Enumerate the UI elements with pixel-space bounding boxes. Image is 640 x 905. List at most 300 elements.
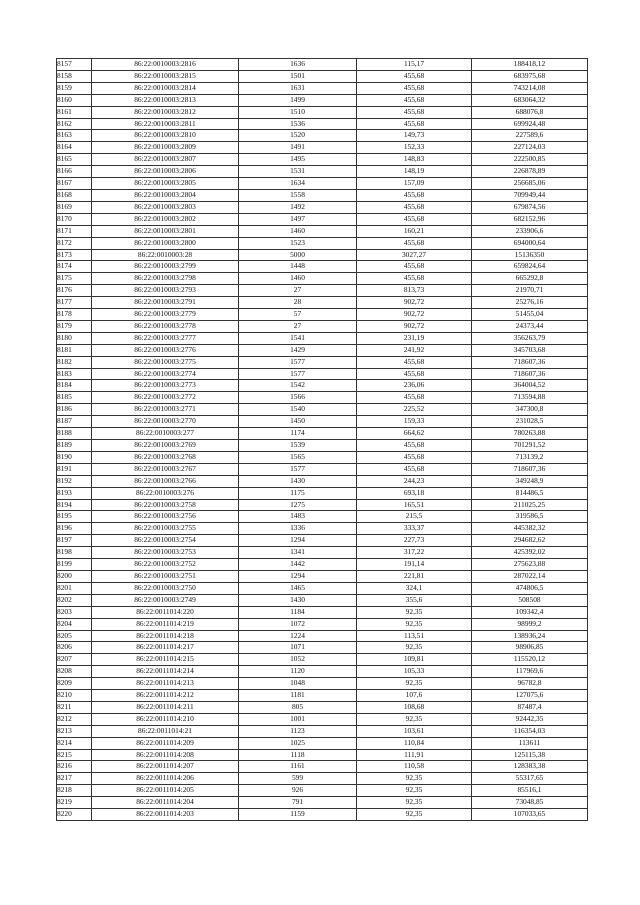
rate-cell: 107,6 <box>357 690 472 702</box>
cadastral-number-cell: 86:22:0011014:205 <box>92 785 239 797</box>
value-cell: 682152,96 <box>472 213 588 225</box>
rate-cell: 333,37 <box>357 523 472 535</box>
area-cell: 5000 <box>239 249 357 261</box>
rate-cell: 455,68 <box>357 82 472 94</box>
row-number-cell: 8173 <box>57 249 92 261</box>
value-cell: 275623,88 <box>472 559 588 571</box>
rate-cell: 355,6 <box>357 594 472 606</box>
row-number-cell: 8169 <box>57 201 92 213</box>
cadastral-number-cell: 86:22:0010003:2815 <box>92 70 239 82</box>
area-cell: 1430 <box>239 475 357 487</box>
area-cell: 1336 <box>239 523 357 535</box>
row-number-cell: 8191 <box>57 463 92 475</box>
value-cell: 713594,88 <box>472 392 588 404</box>
cadastral-number-cell: 86:22:0010003:2771 <box>92 404 239 416</box>
table-row <box>57 666 588 678</box>
row-number-cell: 8213 <box>57 725 92 737</box>
cadastral-number-cell: 86:22:0010003:2775 <box>92 356 239 368</box>
cadastral-number-cell: 86:22:0010003:2769 <box>92 440 239 452</box>
value-cell: 211025,25 <box>472 499 588 511</box>
row-number-cell: 8203 <box>57 606 92 618</box>
cadastral-number-cell: 86:22:0010003:2766 <box>92 475 239 487</box>
area-cell: 1048 <box>239 678 357 690</box>
area-cell: 1294 <box>239 535 357 547</box>
value-cell: 683975,68 <box>472 70 588 82</box>
table-row <box>57 582 588 594</box>
area-cell: 1123 <box>239 725 357 737</box>
rate-cell: 455,68 <box>357 237 472 249</box>
rate-cell: 231,19 <box>357 332 472 344</box>
rate-cell: 455,68 <box>357 440 472 452</box>
row-number-cell: 8163 <box>57 130 92 142</box>
table-row <box>57 749 588 761</box>
rate-cell: 455,68 <box>357 368 472 380</box>
cadastral-number-cell: 86:22:0011014:204 <box>92 797 239 809</box>
area-cell: 1636 <box>239 59 357 71</box>
area-cell: 1501 <box>239 70 357 82</box>
cadastral-number-cell: 86:22:0011014:208 <box>92 749 239 761</box>
rate-cell: 236,06 <box>357 380 472 392</box>
value-cell: 814486,5 <box>472 487 588 499</box>
value-cell: 115520,12 <box>472 654 588 666</box>
value-cell: 287022,14 <box>472 570 588 582</box>
area-cell: 1566 <box>239 392 357 404</box>
row-number-cell: 8193 <box>57 487 92 499</box>
area-cell: 1174 <box>239 428 357 440</box>
row-number-cell: 8186 <box>57 404 92 416</box>
row-number-cell: 8162 <box>57 118 92 130</box>
cadastral-number-cell: 86:22:0010003:2804 <box>92 189 239 201</box>
row-number-cell: 8197 <box>57 535 92 547</box>
cadastral-number-cell: 86:22:0010003:2807 <box>92 154 239 166</box>
area-cell: 1159 <box>239 809 357 821</box>
cadastral-value-table <box>56 58 588 821</box>
rate-cell: 455,68 <box>357 118 472 130</box>
value-cell: 319586,5 <box>472 511 588 523</box>
cadastral-number-cell: 86:22:0010003:2813 <box>92 94 239 106</box>
rate-cell: 149,73 <box>357 130 472 142</box>
table-row <box>57 70 588 82</box>
row-number-cell: 8164 <box>57 142 92 154</box>
rate-cell: 92,35 <box>357 809 472 821</box>
cadastral-number-cell: 86:22:0010003:2779 <box>92 309 239 321</box>
table-row <box>57 701 588 713</box>
value-cell: 718607,36 <box>472 463 588 475</box>
value-cell: 227124,03 <box>472 142 588 154</box>
area-cell: 1181 <box>239 690 357 702</box>
cadastral-number-cell: 86:22:0010003:2772 <box>92 392 239 404</box>
cadastral-number-cell: 86:22:0010003:2752 <box>92 559 239 571</box>
cadastral-number-cell: 86:22:0010003:2800 <box>92 237 239 249</box>
area-cell: 1510 <box>239 106 357 118</box>
area-cell: 1025 <box>239 737 357 749</box>
area-cell: 805 <box>239 701 357 713</box>
table-row <box>57 213 588 225</box>
cadastral-number-cell: 86:22:0010003:277 <box>92 428 239 440</box>
area-cell: 1634 <box>239 178 357 190</box>
rate-cell: 92,35 <box>357 713 472 725</box>
value-cell: 98906,85 <box>472 642 588 654</box>
rate-cell: 227,73 <box>357 535 472 547</box>
area-cell: 1275 <box>239 499 357 511</box>
table-row <box>57 547 588 559</box>
row-number-cell: 8161 <box>57 106 92 118</box>
row-number-cell: 8207 <box>57 654 92 666</box>
value-cell: 688076,8 <box>472 106 588 118</box>
rate-cell: 110,84 <box>357 737 472 749</box>
rate-cell: 455,68 <box>357 356 472 368</box>
row-number-cell: 8199 <box>57 559 92 571</box>
table-row <box>57 344 588 356</box>
cadastral-number-cell: 86:22:0010003:2774 <box>92 368 239 380</box>
cadastral-number-cell: 86:22:0010003:2799 <box>92 261 239 273</box>
table-row <box>57 94 588 106</box>
value-cell: 55317,65 <box>472 773 588 785</box>
area-cell: 1558 <box>239 189 357 201</box>
area-cell: 1448 <box>239 261 357 273</box>
row-number-cell: 8212 <box>57 713 92 725</box>
area-cell: 1483 <box>239 511 357 523</box>
rate-cell: 109,81 <box>357 654 472 666</box>
cadastral-number-cell: 86:22:0010003:2806 <box>92 166 239 178</box>
value-cell: 718607,36 <box>472 356 588 368</box>
row-number-cell: 8189 <box>57 440 92 452</box>
value-cell: 15136350 <box>472 249 588 261</box>
row-number-cell: 8194 <box>57 499 92 511</box>
cadastral-number-cell: 86:22:0011014:217 <box>92 642 239 654</box>
area-cell: 1542 <box>239 380 357 392</box>
rate-cell: 92,35 <box>357 618 472 630</box>
rate-cell: 244,23 <box>357 475 472 487</box>
rate-cell: 693,18 <box>357 487 472 499</box>
table-row <box>57 559 588 571</box>
value-cell: 98999,2 <box>472 618 588 630</box>
value-cell: 256685,06 <box>472 178 588 190</box>
table-row <box>57 142 588 154</box>
value-cell: 713139,2 <box>472 451 588 463</box>
row-number-cell: 8196 <box>57 523 92 535</box>
value-cell: 109342,4 <box>472 606 588 618</box>
value-cell: 188418,12 <box>472 59 588 71</box>
area-cell: 1495 <box>239 154 357 166</box>
cadastral-number-cell: 86:22:0010003:2816 <box>92 59 239 71</box>
row-number-cell: 8204 <box>57 618 92 630</box>
value-cell: 231028,5 <box>472 416 588 428</box>
area-cell: 1631 <box>239 82 357 94</box>
rate-cell: 902,72 <box>357 320 472 332</box>
area-cell: 1442 <box>239 559 357 571</box>
rate-cell: 902,72 <box>357 297 472 309</box>
area-cell: 28 <box>239 297 357 309</box>
rate-cell: 215,5 <box>357 511 472 523</box>
table-row <box>57 130 588 142</box>
rate-cell: 317,22 <box>357 547 472 559</box>
value-cell: 356263,79 <box>472 332 588 344</box>
cadastral-number-cell: 86:22:0010003:2812 <box>92 106 239 118</box>
row-number-cell: 8219 <box>57 797 92 809</box>
area-cell: 1161 <box>239 761 357 773</box>
row-number-cell: 8157 <box>57 59 92 71</box>
value-cell: 699924,48 <box>472 118 588 130</box>
row-number-cell: 8170 <box>57 213 92 225</box>
rate-cell: 105,33 <box>357 666 472 678</box>
area-cell: 1577 <box>239 368 357 380</box>
rate-cell: 664,62 <box>357 428 472 440</box>
area-cell: 1052 <box>239 654 357 666</box>
row-number-cell: 8214 <box>57 737 92 749</box>
value-cell: 659824,64 <box>472 261 588 273</box>
row-number-cell: 8185 <box>57 392 92 404</box>
cadastral-number-cell: 86:22:0011014:21 <box>92 725 239 737</box>
table-row <box>57 440 588 452</box>
table-row <box>57 118 588 130</box>
area-cell: 27 <box>239 320 357 332</box>
row-number-cell: 8158 <box>57 70 92 82</box>
rate-cell: 225,52 <box>357 404 472 416</box>
cadastral-number-cell: 86:22:0011014:214 <box>92 666 239 678</box>
cadastral-number-cell: 86:22:0011014:215 <box>92 654 239 666</box>
table-row <box>57 392 588 404</box>
row-number-cell: 8201 <box>57 582 92 594</box>
table-row <box>57 618 588 630</box>
table-row <box>57 535 588 547</box>
rate-cell: 3027,27 <box>357 249 472 261</box>
cadastral-number-cell: 86:22:0010003:2814 <box>92 82 239 94</box>
value-cell: 113611 <box>472 737 588 749</box>
table-row <box>57 737 588 749</box>
cadastral-number-cell: 86:22:0010003:2798 <box>92 273 239 285</box>
value-cell: 694000,64 <box>472 237 588 249</box>
table-row <box>57 237 588 249</box>
table-row <box>57 285 588 297</box>
cadastral-number-cell: 86:22:0010003:28 <box>92 249 239 261</box>
cadastral-number-cell: 86:22:0010003:276 <box>92 487 239 499</box>
row-number-cell: 8190 <box>57 451 92 463</box>
rate-cell: 455,68 <box>357 189 472 201</box>
value-cell: 87487,4 <box>472 701 588 713</box>
cadastral-number-cell: 86:22:0010003:2756 <box>92 511 239 523</box>
table-row <box>57 59 588 71</box>
table-row <box>57 320 588 332</box>
area-cell: 1001 <box>239 713 357 725</box>
row-number-cell: 8187 <box>57 416 92 428</box>
rate-cell: 455,68 <box>357 201 472 213</box>
rate-cell: 103,61 <box>357 725 472 737</box>
value-cell: 474806,5 <box>472 582 588 594</box>
area-cell: 57 <box>239 309 357 321</box>
table-row <box>57 463 588 475</box>
value-cell: 701291,52 <box>472 440 588 452</box>
area-cell: 1460 <box>239 273 357 285</box>
rate-cell: 191,14 <box>357 559 472 571</box>
area-cell: 1541 <box>239 332 357 344</box>
row-number-cell: 8198 <box>57 547 92 559</box>
row-number-cell: 8182 <box>57 356 92 368</box>
rate-cell: 148,19 <box>357 166 472 178</box>
area-cell: 926 <box>239 785 357 797</box>
table-row <box>57 761 588 773</box>
rate-cell: 159,33 <box>357 416 472 428</box>
rate-cell: 221,81 <box>357 570 472 582</box>
rate-cell: 157,09 <box>357 178 472 190</box>
row-number-cell: 8180 <box>57 332 92 344</box>
table-row <box>57 713 588 725</box>
area-cell: 27 <box>239 285 357 297</box>
row-number-cell: 8206 <box>57 642 92 654</box>
rate-cell: 110,58 <box>357 761 472 773</box>
value-cell: 127075,6 <box>472 690 588 702</box>
table-body <box>57 59 588 821</box>
table-row <box>57 178 588 190</box>
table-row <box>57 225 588 237</box>
cadastral-number-cell: 86:22:0011014:212 <box>92 690 239 702</box>
value-cell: 683064,32 <box>472 94 588 106</box>
value-cell: 347300,8 <box>472 404 588 416</box>
row-number-cell: 8195 <box>57 511 92 523</box>
cadastral-number-cell: 86:22:0010003:2811 <box>92 118 239 130</box>
area-cell: 1072 <box>239 618 357 630</box>
rate-cell: 455,68 <box>357 392 472 404</box>
area-cell: 1120 <box>239 666 357 678</box>
value-cell: 92442,35 <box>472 713 588 725</box>
rate-cell: 92,35 <box>357 642 472 654</box>
area-cell: 1224 <box>239 630 357 642</box>
cadastral-number-cell: 86:22:0011014:219 <box>92 618 239 630</box>
area-cell: 1491 <box>239 142 357 154</box>
cadastral-number-cell: 86:22:0010003:2773 <box>92 380 239 392</box>
table-row <box>57 106 588 118</box>
table-row <box>57 654 588 666</box>
table-row <box>57 309 588 321</box>
table-row <box>57 606 588 618</box>
rate-cell: 455,68 <box>357 70 472 82</box>
value-cell: 679874,56 <box>472 201 588 213</box>
rate-cell: 241,92 <box>357 344 472 356</box>
area-cell: 1175 <box>239 487 357 499</box>
value-cell: 125115,38 <box>472 749 588 761</box>
row-number-cell: 8220 <box>57 809 92 821</box>
cadastral-number-cell: 86:22:0010003:2793 <box>92 285 239 297</box>
table-row <box>57 380 588 392</box>
cadastral-number-cell: 86:22:0011014:211 <box>92 701 239 713</box>
table-row <box>57 630 588 642</box>
area-cell: 1531 <box>239 166 357 178</box>
area-cell: 1460 <box>239 225 357 237</box>
area-cell: 1118 <box>239 749 357 761</box>
area-cell: 1523 <box>239 237 357 249</box>
area-cell: 1071 <box>239 642 357 654</box>
row-number-cell: 8215 <box>57 749 92 761</box>
row-number-cell: 8218 <box>57 785 92 797</box>
cadastral-number-cell: 86:22:0010003:2777 <box>92 332 239 344</box>
row-number-cell: 8159 <box>57 82 92 94</box>
rate-cell: 324,1 <box>357 582 472 594</box>
rate-cell: 92,35 <box>357 773 472 785</box>
row-number-cell: 8192 <box>57 475 92 487</box>
area-cell: 1565 <box>239 451 357 463</box>
table-row <box>57 189 588 201</box>
row-number-cell: 8216 <box>57 761 92 773</box>
table-row <box>57 332 588 344</box>
rate-cell: 902,72 <box>357 309 472 321</box>
row-number-cell: 8171 <box>57 225 92 237</box>
rate-cell: 455,68 <box>357 94 472 106</box>
rate-cell: 455,68 <box>357 451 472 463</box>
cadastral-number-cell: 86:22:0010003:2767 <box>92 463 239 475</box>
value-cell: 73048,85 <box>472 797 588 809</box>
value-cell: 743214,08 <box>472 82 588 94</box>
table-row <box>57 356 588 368</box>
value-cell: 718607,36 <box>472 368 588 380</box>
value-cell: 226878,89 <box>472 166 588 178</box>
value-cell: 116354,03 <box>472 725 588 737</box>
table-row <box>57 594 588 606</box>
area-cell: 1497 <box>239 213 357 225</box>
value-cell: 780263,88 <box>472 428 588 440</box>
rate-cell: 92,35 <box>357 797 472 809</box>
area-cell: 1294 <box>239 570 357 582</box>
area-cell: 1577 <box>239 356 357 368</box>
area-cell: 1465 <box>239 582 357 594</box>
rate-cell: 160,21 <box>357 225 472 237</box>
cadastral-number-cell: 86:22:0011014:207 <box>92 761 239 773</box>
cadastral-number-cell: 86:22:0010003:2768 <box>92 451 239 463</box>
table-row <box>57 499 588 511</box>
value-cell: 21970,71 <box>472 285 588 297</box>
row-number-cell: 8183 <box>57 368 92 380</box>
table-row <box>57 166 588 178</box>
table-row <box>57 273 588 285</box>
row-number-cell: 8209 <box>57 678 92 690</box>
table-row <box>57 82 588 94</box>
area-cell: 1492 <box>239 201 357 213</box>
row-number-cell: 8172 <box>57 237 92 249</box>
table-row <box>57 642 588 654</box>
row-number-cell: 8179 <box>57 320 92 332</box>
table-row <box>57 785 588 797</box>
rate-cell: 455,68 <box>357 273 472 285</box>
row-number-cell: 8160 <box>57 94 92 106</box>
rate-cell: 92,35 <box>357 678 472 690</box>
value-cell: 85516,1 <box>472 785 588 797</box>
row-number-cell: 8174 <box>57 261 92 273</box>
area-cell: 1520 <box>239 130 357 142</box>
value-cell: 364004,52 <box>472 380 588 392</box>
value-cell: 107033,65 <box>472 809 588 821</box>
rate-cell: 113,51 <box>357 630 472 642</box>
table-row <box>57 261 588 273</box>
cadastral-number-cell: 86:22:0010003:2801 <box>92 225 239 237</box>
cadastral-number-cell: 86:22:0010003:2755 <box>92 523 239 535</box>
table-row <box>57 523 588 535</box>
value-cell: 25276,16 <box>472 297 588 309</box>
row-number-cell: 8175 <box>57 273 92 285</box>
rate-cell: 115,17 <box>357 59 472 71</box>
cadastral-number-cell: 86:22:0010003:2778 <box>92 320 239 332</box>
table-row <box>57 690 588 702</box>
value-cell: 709949,44 <box>472 189 588 201</box>
cadastral-number-cell: 86:22:0010003:2754 <box>92 535 239 547</box>
row-number-cell: 8165 <box>57 154 92 166</box>
value-cell: 345703,68 <box>472 344 588 356</box>
rate-cell: 455,68 <box>357 213 472 225</box>
cadastral-number-cell: 86:22:0011014:209 <box>92 737 239 749</box>
row-number-cell: 8167 <box>57 178 92 190</box>
row-number-cell: 8168 <box>57 189 92 201</box>
row-number-cell: 8217 <box>57 773 92 785</box>
area-cell: 1430 <box>239 594 357 606</box>
value-cell: 117969,6 <box>472 666 588 678</box>
